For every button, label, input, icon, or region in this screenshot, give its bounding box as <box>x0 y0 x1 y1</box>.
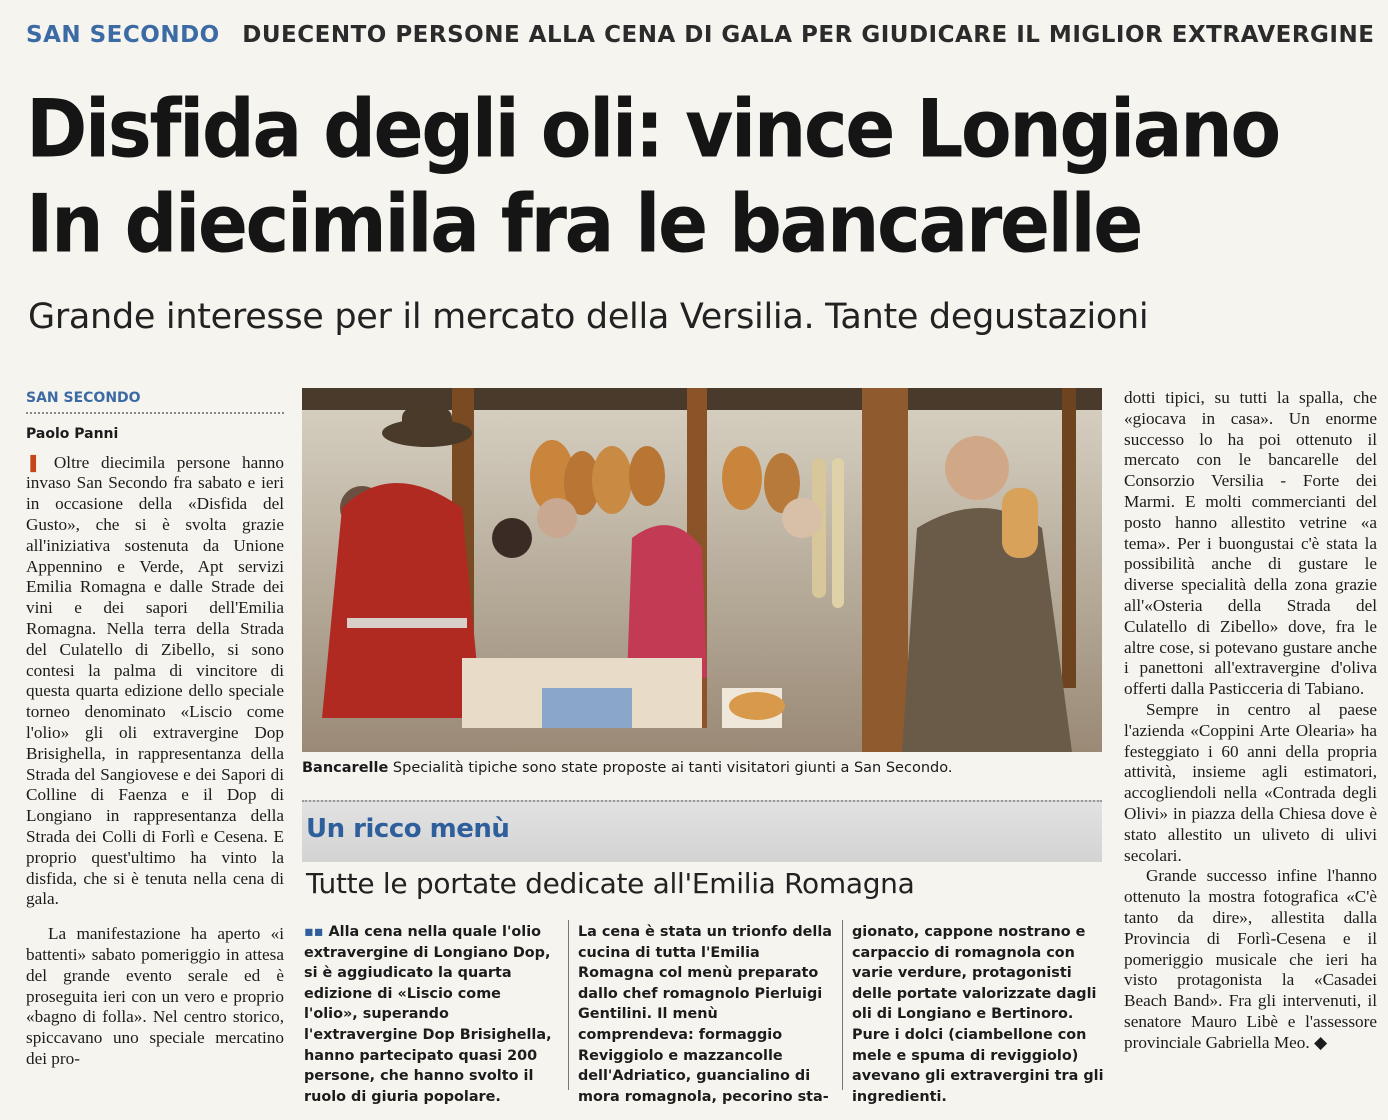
article-paragraph-5 <box>1124 866 1377 1053</box>
headline <box>26 82 1376 272</box>
article-paragraph-5-text: Grande successo infine l'hanno ottenuto la mostra fotografica «C'è tanto da dire», allestita dalla Provincia di Forlì-Cesena e il pomeriggio musicale che ieri ha visto protagonista la «Casadei Beach Band». Fra gli intervenuti, il senatore Mauro Libè e l'assessore provinciale Gabriella Meo. <box>1124 866 1377 1052</box>
kicker-location: SAN SECONDO <box>26 22 220 48</box>
sidebar-box-column-2: La cena è stata un trionfo della cucina di tutta l'Emilia Romagna col menù preparato dallo chef romagnolo Pierluigi Gentilini. Il menù comprendeva: formaggio Reviggiolo e mazzancolle dell'Adriatico, guancialino di mora romagnola, pecorino sta- <box>578 924 833 1105</box>
market-photo <box>302 388 1102 752</box>
photo-caption-text: Specialità tipiche sono state proposte ai tanti visitatori giunti a San Secondo. <box>392 760 953 776</box>
sidebar-box-header <box>302 800 1102 862</box>
byline-author: Paolo Panni <box>26 425 119 442</box>
photo-caption-label: Bancarelle <box>302 760 389 776</box>
article-paragraph-1-text: Oltre diecimila persone hanno invaso San Secondo fra sabato e ieri in occasione della «Disfida del Gusto», che si è svolta grazie all'iniziativa sostenuta da Unione Appennino e Verde, Apt servizi Emilia Romagna e dalle Strade dei vini e dei sapori dell'Emilia Romagna. Nella terra della Strada del Culatello di Zibello, si sono contesi la palma di vincitore di questa quarta edizione dello speciale torneo denominato «Liscio come l'olio» gli oli extravergine Dop Brisighella, in rappresentanza della Strada del Sangiovese e dei Sapori di Colline di Faenza e il Dop di Longiano in rappresentanza della Strada dei Colli di Forlì e Cesena. E proprio quest'ultimo ha vinto la disfida, che si è tenuta nella cena di gala. <box>26 452 284 909</box>
article-column-4 <box>1124 388 1377 1054</box>
paragraph-bullet-icon: ❚ <box>26 452 54 473</box>
article-paragraph-2: La manifestazione ha aperto «i battenti» sabato pomeriggio in attesa del grande evento serale ed è proseguita ieri con un vero e proprio «bagno di folla». Nel centro storico, spiccavano uno speciale mercatino dei pro- <box>26 924 284 1068</box>
sidebar-bullet-icon: ▪▪ <box>304 924 329 940</box>
article-paragraph-1 <box>26 453 284 911</box>
sidebar-box-subtitle: Tutte le portate dedicate all'Emilia Romagna <box>306 867 915 900</box>
headline-line-2: In diecimila fra le bancarelle <box>26 178 1141 271</box>
article-paragraph-3: dotti tipici, su tutti la spalla, che «giocava in casa». Un enorme successo lo ha poi ottenuto il mercato con le bancarelle del Consorzio Versilia - Forte dei Marmi. E molti commercianti del posto hanno allestito vetrine «a tema». Per i buongustai c'è stata la possibilità anche di gustare le diverse specialità della zona grazie all'«Osteria della Strada del Culatello di Zibello» dove, fra le altre cose, si potevano gustare anche i panettoni all'extravergine d'oliva offerti dalla Pasticceria di Tabiano. <box>1124 388 1377 699</box>
photo-caption <box>302 758 1102 778</box>
market-photo-illustration <box>302 388 1102 752</box>
subheadline: Grande interesse per il mercato della Versilia. Tante degustazioni <box>28 297 1149 337</box>
kicker <box>26 20 1375 50</box>
column-divider <box>842 920 843 1090</box>
kicker-text: DUECENTO PERSONE ALLA CENA DI GALA PER GIUDICARE IL MIGLIOR EXTRAVERGINE <box>242 22 1375 48</box>
end-mark-icon: ◆ <box>1313 1032 1328 1053</box>
article-column-1 <box>26 388 284 1070</box>
sidebar-box-column-1 <box>304 922 558 1107</box>
byline-location: SAN SECONDO <box>26 388 284 414</box>
article-paragraph-4: Sempre in centro al paese l'azienda «Coppini Arte Olearia» ha festeggiato i 60 anni della propria attività, insieme agli estimatori, accogliendoli nella «Contrada degli Olivi» in piazza della Chiesa dove è stato allestito un uliveto di ulivi secolari. <box>1124 699 1377 865</box>
column-divider <box>568 920 569 1090</box>
sidebar-box-column-3: gionato, cappone nostrano e carpaccio di romagnola con varie verdure, protagonisti delle portate valorizzate dagli oli di Longiano e Bertinoro. Pure i dolci (ciambellone con mele e spuma di reviggiolo) avevano gli extravergini tra gli ingredienti. <box>852 924 1104 1105</box>
headline-line-1: Disfida degli oli: vince Longiano <box>26 83 1279 176</box>
sidebar-box-column-1-text: Alla cena nella quale l'olio extravergine di Longiano Dop, si è aggiudicato la quarta edizione di «Liscio come l'olio», superando l'extravergine Dop Brisighella, hanno partecipato quasi 200 persone, che hanno svolto il ruolo di giuria popolare. <box>304 924 552 1105</box>
sidebar-box-title: Un ricco menù <box>306 814 510 844</box>
